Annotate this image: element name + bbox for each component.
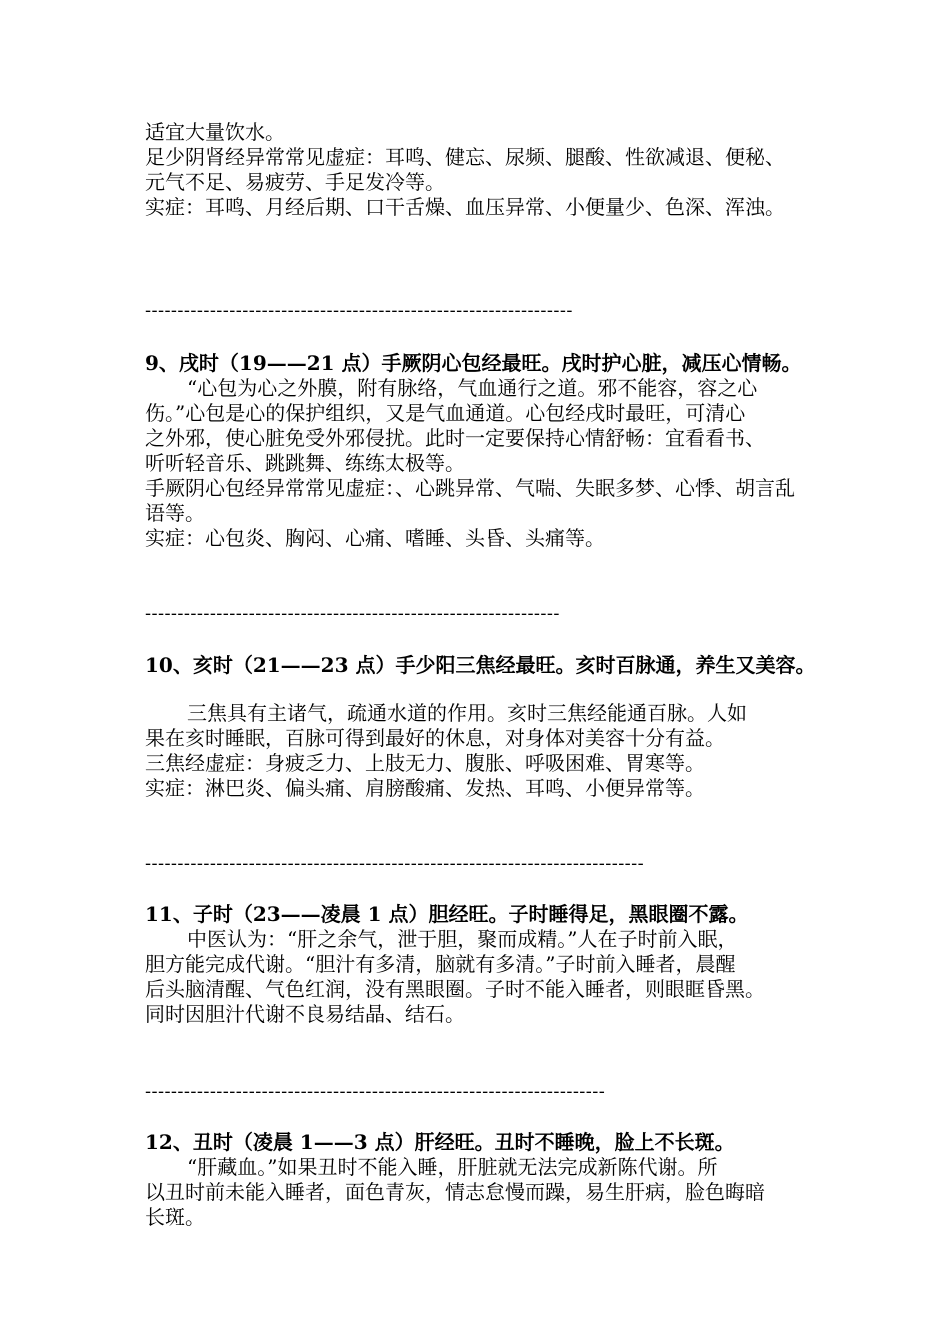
paragraph-line: 手厥阴心包经异常常见虚症：、心跳异常、气喘、失眠多梦、心悸、胡言乱 [145,476,795,500]
spacer [145,323,825,351]
section-heading: 12、丑时（凌晨 1——3 点）肝经旺。丑时不睡晚，脸上不长斑。 [145,1130,735,1154]
paragraph-line: 实症：淋巴炎、偏头痛、肩膀酸痛、发热、耳鸣、小便异常等。 [145,776,705,800]
section-9 [145,351,825,551]
paragraph-line: 三焦经虚症：身疲乏力、上肢无力、腹胀、呼吸困难、胃寒等。 [145,751,705,775]
section-heading: 11、子时（23——凌晨 1 点）胆经旺。子时睡得足，黑眼圈不露。 [145,902,749,926]
section-11 [145,902,825,1027]
paragraph-line: 三焦具有主诸气，疏通水道的作用。亥时三焦经能通百脉。人如 [187,701,747,725]
document-page [145,120,825,1230]
paragraph-line: 果在亥时睡眠，百脉可得到最好的休息，对身体对美容十分有益。 [145,726,725,750]
spacer [145,876,825,902]
paragraph-line: 以丑时前未能入睡者，面色青灰，情志怠慢而躁，易生肝病，脸色晦暗 [145,1180,765,1204]
paragraph-line: 伤。”心包是心的保护组织，又是气血通道。心包经戌时最旺，可清心 [145,401,746,425]
paragraph-line: 实症：耳鸣、月经后期、口干舌燥、血压异常、小便量少、色深、浑浊。 [145,195,785,219]
spacer [145,626,825,653]
section-heading: 9、戌时（19——21 点）手厥阴心包经最旺。戌时护心脏，减压心情畅。 [145,351,802,375]
paragraph-line: 胆方能完成代谢。“胆汁有多清，脑就有多清。”子时前入睡者，晨醒 [145,952,736,976]
paragraph-line: 长斑。 [145,1205,205,1229]
paragraph-line: “肝藏血。”如果丑时不能入睡，肝脏就无法完成新陈代谢。所 [187,1155,718,1179]
spacer [145,1104,825,1130]
paragraph-line: 元气不足、易疲劳、手足发冷等。 [145,170,445,194]
paragraph-line: 语等。 [145,501,205,525]
divider-line: ---------------------------------------------------------------- [145,603,560,624]
spacer [145,551,825,601]
paragraph-line: 足少阴肾经异常常见虚症：耳鸣、健忘、尿频、腿酸、性欲减退、便秘、 [145,145,785,169]
spacer [145,1027,825,1079]
paragraph-line: 之外邪，使心脏免受外邪侵扰。此时一定要保持心情舒畅：宜看看书、 [145,426,765,450]
paragraph-line: 后头脑清醒、气色红润，没有黑眼圈。子时不能入睡者，则眼眶昏黑。 [145,977,765,1001]
divider-line: ----------------------------------------------------------------------------- [145,853,645,874]
section-10 [145,653,825,801]
section-8 [145,120,825,220]
divider-line: ------------------------------------------------------------------ [145,300,573,321]
spacer [145,678,825,701]
section-12 [145,1130,825,1230]
paragraph-line: 同时因胆汁代谢不良易结晶、结石。 [145,1002,465,1026]
paragraph-line: 适宜大量饮水。 [145,120,285,144]
paragraph-line: “心包为心之外膜，附有脉络，气血通行之道。邪不能容，容之心 [187,376,758,400]
paragraph-line: 听听轻音乐、跳跳舞、练练太极等。 [145,451,465,475]
paragraph-line: 实症：心包炎、胸闷、心痛、嗜睡、头昏、头痛等。 [145,526,605,550]
spacer [145,220,825,298]
paragraph-line: 中医认为：“肝之余气，泄于胆，聚而成精。”人在子时前入眠， [187,927,738,951]
divider-line: ----------------------------------------------------------------------- [145,1081,606,1102]
section-heading: 10、亥时（21——23 点）手少阳三焦经最旺。亥时百脉通，养生又美容。 [145,653,816,677]
spacer [145,801,825,851]
